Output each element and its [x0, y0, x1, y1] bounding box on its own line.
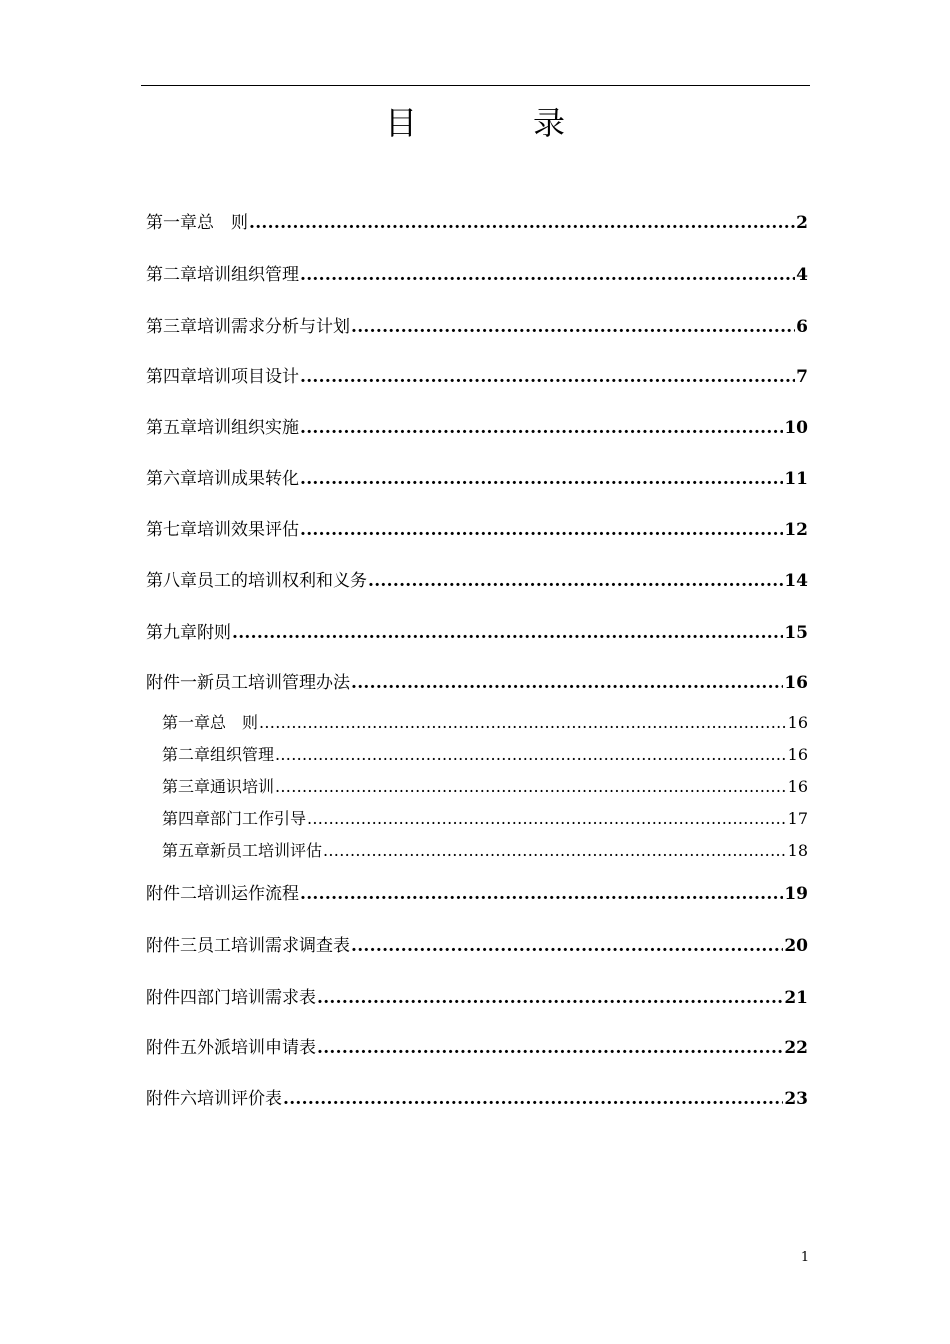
- toc-entry-page: 6: [796, 317, 808, 337]
- toc-entry-title: 员工的培训权利和义务: [197, 571, 367, 591]
- dot-leader: [368, 571, 783, 591]
- dot-leader: [300, 520, 783, 540]
- toc-entry-title: 培训组织实施: [197, 418, 299, 438]
- dot-leader: [307, 809, 787, 828]
- toc-subentry[interactable]: [162, 774, 808, 797]
- toc-entry-title: 外派培训申请表: [197, 1038, 316, 1058]
- toc-entry-label: 第八章: [146, 571, 197, 591]
- toc-entry-page: 16: [784, 673, 808, 693]
- toc-entry-page: 19: [784, 884, 808, 904]
- toc-entry-title: 总 则: [197, 213, 248, 233]
- toc-subentry[interactable]: [162, 710, 808, 733]
- dot-leader: [283, 1089, 783, 1109]
- toc-entry-label: 附件一: [146, 673, 197, 693]
- toc-entry[interactable]: [146, 515, 808, 540]
- toc-entry-title: 部门培训需求表: [197, 988, 316, 1008]
- toc-subentry-label: 第三章: [162, 777, 211, 796]
- toc-entry-label: 附件六: [146, 1089, 197, 1109]
- dot-leader: [232, 623, 783, 643]
- toc-entry[interactable]: [146, 879, 808, 904]
- toc-subentry-title: 通识培训: [210, 777, 275, 796]
- dot-leader: [259, 713, 787, 732]
- toc-entry-title: 员工培训需求调查表: [197, 936, 350, 956]
- toc-entry-page: 12: [784, 520, 808, 540]
- toc-subentry-page: 16: [787, 777, 808, 796]
- toc-entry[interactable]: [146, 668, 808, 693]
- dot-leader: [323, 841, 787, 860]
- toc-subentry-label: 第五章: [162, 841, 211, 860]
- dot-leader: [351, 317, 795, 337]
- toc-entry-label: 附件五: [146, 1038, 197, 1058]
- toc-entry-page: 23: [784, 1089, 808, 1109]
- toc-subentry-page: 16: [787, 713, 808, 732]
- toc-entry-title: 培训评价表: [197, 1089, 282, 1109]
- toc-entry[interactable]: [146, 312, 808, 337]
- toc-entry-page: 11: [784, 469, 808, 489]
- toc-entry-page: 22: [784, 1038, 808, 1058]
- toc-entry-page: 10: [784, 418, 808, 438]
- toc-subentry-label: 第一章: [162, 713, 211, 732]
- toc-entry-title: 培训项目设计: [197, 367, 299, 387]
- toc-entry-page: 21: [784, 988, 808, 1008]
- toc-entry-label: 第九章: [146, 623, 197, 643]
- dot-leader: [300, 418, 783, 438]
- toc-subentry-page: 18: [787, 841, 808, 860]
- toc-entry-label: 第四章: [146, 367, 197, 387]
- toc-entry-title: 附则: [197, 623, 231, 643]
- toc-entry[interactable]: [146, 208, 808, 233]
- dot-leader: [300, 884, 783, 904]
- toc-entry-page: 7: [796, 367, 808, 387]
- dot-leader: [275, 745, 787, 764]
- toc-entry-label: 附件三: [146, 936, 197, 956]
- dot-leader: [249, 213, 795, 233]
- toc-entry-title: 培训运作流程: [197, 884, 299, 904]
- toc-subentry[interactable]: [162, 806, 808, 829]
- toc-entry-page: 14: [784, 571, 808, 591]
- dot-leader: [275, 777, 787, 796]
- dot-leader: [351, 936, 783, 956]
- toc-entry-title: 培训需求分析与计划: [197, 317, 350, 337]
- toc-subentry[interactable]: [162, 838, 808, 861]
- page-title: 目 录: [384, 104, 607, 142]
- toc-entry[interactable]: [146, 464, 808, 489]
- dot-leader: [300, 265, 795, 285]
- toc-subentry-title: 组织管理: [210, 745, 275, 764]
- toc-entry-page: 15: [784, 623, 808, 643]
- dot-leader: [317, 1038, 783, 1058]
- toc-subentry-title: 新员工培训评估: [210, 841, 323, 860]
- toc-entry-label: 附件二: [146, 884, 197, 904]
- toc-entry-label: 第一章: [146, 213, 197, 233]
- toc-subentry[interactable]: [162, 742, 808, 765]
- toc-subentry-label: 第四章: [162, 809, 211, 828]
- dot-leader: [351, 673, 783, 693]
- toc-entry[interactable]: [146, 260, 808, 285]
- toc-entry-title: 新员工培训管理办法: [197, 673, 350, 693]
- toc-entry-label: 第五章: [146, 418, 197, 438]
- dot-leader: [317, 988, 783, 1008]
- toc-subentry-title: 部门工作引导: [210, 809, 307, 828]
- toc-entry-page: 20: [784, 936, 808, 956]
- toc-entry[interactable]: [146, 1084, 808, 1109]
- toc-entry-title: 培训组织管理: [197, 265, 299, 285]
- dot-leader: [300, 367, 795, 387]
- toc-subentry-page: 17: [787, 809, 808, 828]
- toc-entry-page: 2: [796, 213, 808, 233]
- toc-entry[interactable]: [146, 931, 808, 956]
- toc-entry[interactable]: [146, 362, 808, 387]
- page-number: 1: [800, 1250, 810, 1265]
- toc-entry[interactable]: [146, 1033, 808, 1058]
- toc-entry[interactable]: [146, 413, 808, 438]
- toc-entry-label: 第七章: [146, 520, 197, 540]
- toc-entry-label: 附件四: [146, 988, 197, 1008]
- toc-entry-label: 第六章: [146, 469, 197, 489]
- toc-entry[interactable]: [146, 618, 808, 643]
- toc-entry-title: 培训效果评估: [197, 520, 299, 540]
- toc-subentry-label: 第二章: [162, 745, 211, 764]
- dot-leader: [300, 469, 783, 489]
- toc-entry[interactable]: [146, 983, 808, 1008]
- toc-entry-label: 第三章: [146, 317, 197, 337]
- toc-entry[interactable]: [146, 566, 808, 591]
- toc-entry-label: 第二章: [146, 265, 197, 285]
- toc-subentry-title: 总 则: [210, 713, 259, 732]
- toc-subentry-page: 16: [787, 745, 808, 764]
- toc-entry-page: 4: [796, 265, 808, 285]
- toc-entry-title: 培训成果转化: [197, 469, 299, 489]
